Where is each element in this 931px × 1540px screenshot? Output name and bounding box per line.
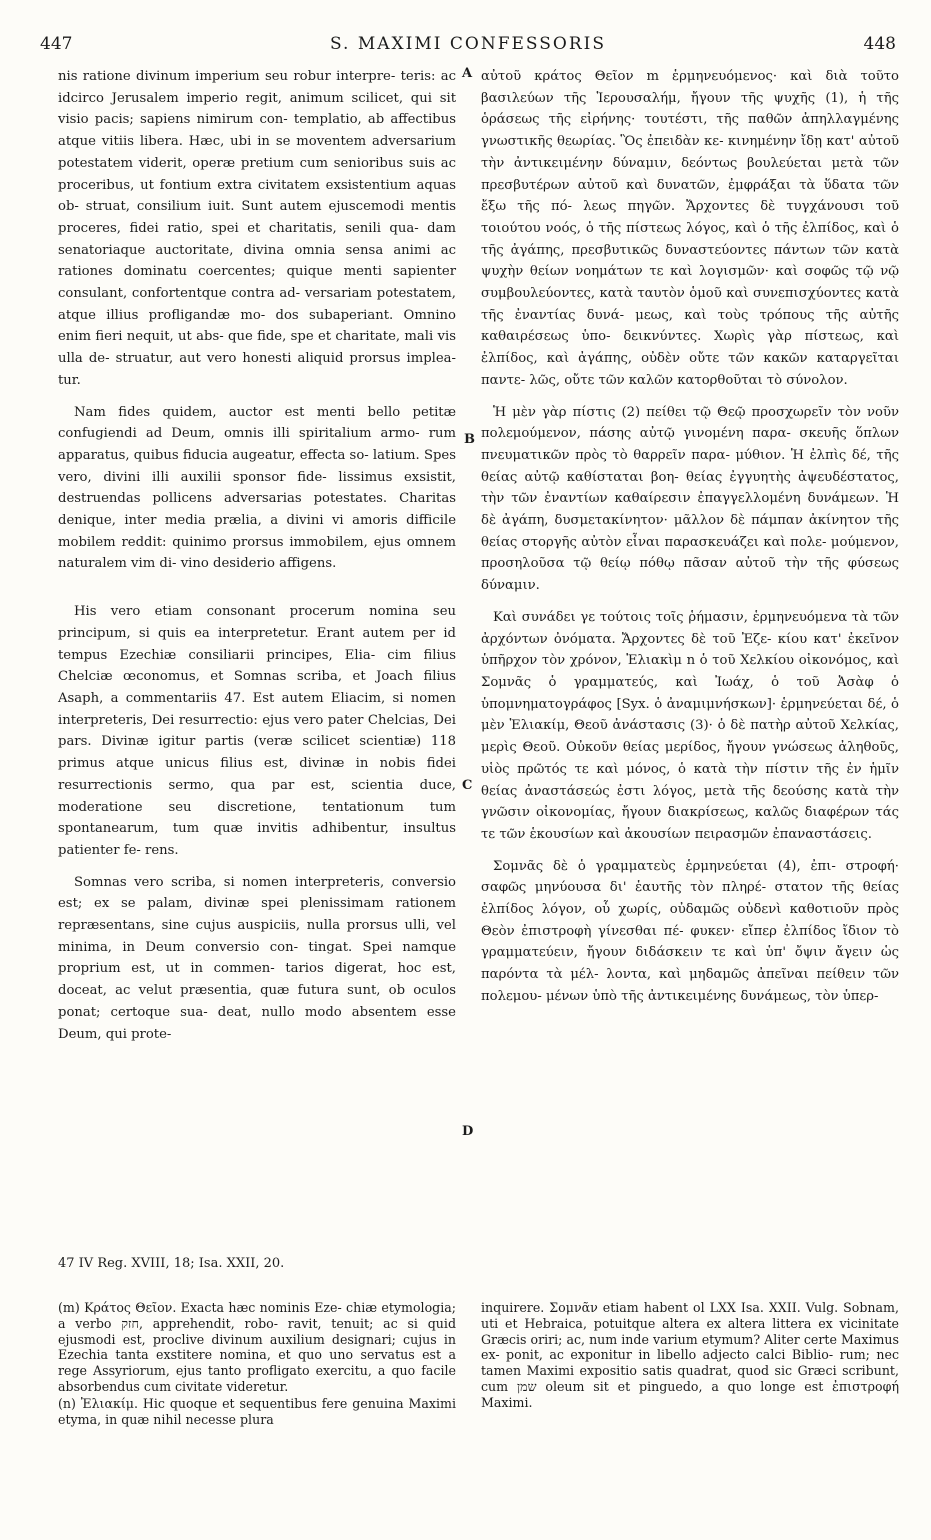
margin-letter-c: C xyxy=(462,778,473,793)
page-number-right: 448 xyxy=(863,34,896,54)
latin-paragraph: His vero etiam consonant procerum nomina seu principum, si quis ea interpretetur. Erant autem per id tempus Ezechiæ consiliarii principes, Elia- cim filius Chelciæ œconomus, et Somnas scriba, et Joach filius Asaph, a commentariis 47. Est autem Eliacim, si nomen interpreteris, Dei resurrectio: ejus vero pater Chelcias, Dei pars. Divinæ igitur partis (veræ scilicet scientiæ) 118 primus atque unicus filius est, divinæ in nobis fidei resurrectionis sermo, qua par est, scientia duce, moderatione seu discretione, tentationum tum spontanearum, tum quæ invitis adhibentur, insultus patienter fe- rens. xyxy=(58,604,456,858)
greek-paragraph: Σομνᾶς δὲ ὁ γραμματεὺς ἑρμηνεύεται (4), ἐπι- στροφή· σαφῶς μηνύουσα δι' ἑαυτῆς τὸν πληρέ- στατον τῆς θείας ἐλπίδος λόγον, οὗ χωρίς, οὐδαμῶς οὐδενὶ καθοτιοῦν πρὸς Θεὸν ἐπιστροφὴ γίνεσθαι πέ- φυκεν· εἴπερ ἐλπίδος ἴδιον τὸ γραμματεύειν, ἤγουν διδάσκειν τε καὶ ὑπ' ὄψιν ἄγειν ὡς παρόντα τὰ μέλ- λοντα, καὶ μηδαμῶς ἀπεῖναι πείθειν τῶν πολεμου- μένων ὑπὸ τῆς ἀντικειμένης δυνάμεως, τὸν ὑπερ- xyxy=(481,858,899,1004)
scripture-reference: 47 IV Reg. XVIII, 18; Isa. XXII, 20. xyxy=(58,1256,285,1271)
running-header xyxy=(40,34,896,58)
margin-letter-b: B xyxy=(464,432,475,447)
latin-paragraph: nis ratione divinum imperium seu robur interpre- teris: ac idcirco Jerusalem imperio regit, animum scilicet, qui sit visio pacis; sapiens nimirum con- templatio, ab affectibus atque vitiis libera. Hæc, ubi in se moventem adversarium potestatem viderit, operæ pretium cum senioribus suis ac proceribus, ut fontium extra civitatem exsistentium aquas ob- struat, consilium iuit. Sunt autem ejuscemodi mentis proceres, fidei ratio, spei et charitatis, senili qua- dam senatoriaque auctoritate, divina omnia sensa animi ac rationes dominatu coercentes; quique menti sapienter consulant, confortentque contra ad- versariam potestatem, atque illius profligandæ mo- dos subaperiant. Omnino enim fieri nequit, ut abs- que fide, spe et charitate, mali vis ulla de- struatur, aut vero honesti aliquid prorsus implea- tur. xyxy=(58,69,456,388)
footnotes-right xyxy=(481,1300,899,1412)
greek-paragraph: Ἡ μὲν γὰρ πίστις (2) πείθει τῷ Θεῷ προσχωρεῖν τὸν νοῦν πολεμούμενον, πάσης αὐτῷ γινομένη παρα- σκευῆς ὅπλων πνευματικῶν πρὸς τὸ θαρρεῖν παρα- μύθιον. Ἡ ἐλπὶς δέ, τῆς θείας αὐτῷ καθίσταται βοη- θείας ἐγγυητὴς ἀψευδέστατος, τὴν τῶν ἐναντίων καθαίρεσιν ἐπαγγελλομένη δυνάμεων. Ἡ δὲ ἀγάπη, δυσμετακίνητον· μᾶλλον δὲ πάμπαν ἀκίνητον τῆς θείας στοργῆς αὐτὸν εἶναι παρασκευάζει καὶ πολε- μούμενον, προσηλοῦσα τῷ θείῳ πόθῳ πᾶσαν αὐτοῦ τὴν τῆς φύσεως δύναμιν. xyxy=(481,404,899,594)
footnotes-left xyxy=(58,1300,456,1428)
footnote: inquirere. Σομνᾶν etiam habent ol LXX Isa. XXII. Vulg. Sobnam, uti et Hebraica, potuitque altera ex altera littera ex vicinitate Græcis oriri; ac, num inde varium etymum? Aliter certe Maximus ex- ponit, ac exponitur in libello adjecto calci Biblio- rum; nec tamen Maximi expositio satis quadrat, quod sic Græci scribunt, cum שמן oleum sit et pinguedo, a quo longe est ἐπιστροφή Maximi. xyxy=(481,1300,899,1410)
margin-letter-a: A xyxy=(462,66,473,81)
running-title: S. MAXIMI CONFESSORIS xyxy=(330,34,606,54)
footnote: (n) Ἐλιακίμ. Hic quoque et sequentibus fere genuina Maximi etyma, in quæ nihil necesse plura xyxy=(58,1395,456,1427)
footnote: (m) Κράτος Θεῖον. Exacta hæc nominis Eze- chiæ etymologia; a verbo חזק, apprehendit, robo- ravit, tenuit; ac si quid ejusmodi est, proclive divinum auxilium designari; cujus in Ezechia tanta exstitere nomina, et quo uno servatus est a rege Assyriorum, ejus tanto profligato exercitu, a quo facile absorbendus cum civitate videretur. xyxy=(58,1300,457,1394)
latin-paragraph: Nam fides quidem, auctor est menti bello petitæ confugiendi ad Deum, omnis illi spiritalium armo- rum apparatus, quibus fiducia augeatur, effecta so- latium. Spes vero, divini illi auxilii sponsor fide- lissimus exsistit, destruendas pollicens adversarias potestates. Charitas denique, inter media prælia, a divini vi amoris difficile mobilem reddit: quinimo prorsus immobilem, ejus omnem naturalem vim di- vino desiderio affigens. xyxy=(58,404,456,572)
page-number-left: 447 xyxy=(40,34,73,54)
latin-paragraph: Somnas vero scriba, si nomen interpreteris, conversio est; ex se palam, divinæ spei plenissimam rationem repræsentans, sine cujus auspiciis, nulla prorsus ulli, vel minima, in Deum conversio con- tingat. Spei namque proprium est, ut in commen- tarios digerat, hoc est, doceat, ac velut præsentia, quæ futura sunt, ob oculos ponat; certoque sua- deat, nullo modo absentem esse Deum, qui prote- xyxy=(58,874,456,1042)
greek-paragraph: Καὶ συνάδει γε τούτοις τοῖς ῥήμασιν, ἑρμηνευόμενα τὰ τῶν ἀρχόντων ὀνόματα. Ἄρχοντες δὲ τοῦ Ἐζε- κίου κατ' ἐκεῖνον ὑπῆρχον τὸν χρόνον, Ἐλιακὶμ n ὁ τοῦ Χελκίου οἰκονόμος, καὶ Σομνᾶς ὁ γραμματεύς, καὶ Ἰωάχ, ὁ τοῦ Ἀσὰφ ὁ ὑπομνηματογράφος [Syx. ὁ ἀναμιμνήσκων]· ἑρμηνεύεται δέ, ὁ μὲν Ἐλιακίμ, Θεοῦ ἀνάστασις (3)· ὁ δὲ πατὴρ αὐτοῦ Χελκίας, μερὶς Θεοῦ. Οὐκοῦν θείας μερίδος, ἤγουν γνώσεως ἀληθοῦς, υἱὸς πρῶτός τε καὶ μόνος, ὁ κατὰ τὴν πίστιν τῆς ἐν ἡμῖν θείας ἀναστάσεώς ἐστι λόγος, μετὰ τῆς δεούσης κατὰ τὴν γνῶσιν οἰκονομίας, ἤγουν διακρίσεως, καλῶς διαφέρων τάς τε τῶν ἑκουσίων καὶ ἀκουσίων πειρασμῶν ἐπαναστάσεις. xyxy=(481,609,899,842)
latin-column xyxy=(58,66,456,1045)
margin-letter-d: D xyxy=(462,1124,474,1139)
greek-column xyxy=(481,66,899,1008)
greek-paragraph: αὐτοῦ κράτος Θεῖον m ἑρμηνευόμενος· καὶ διὰ τοῦτο βασιλεύων τῆς Ἱερουσαλήμ, ἤγουν τῆς ψυχῆς (1), ἡ τῆς ὁράσεως τῆς εἰρήνης· τουτέστι, τῆς παθῶν ἀπηλλαγμένης γνωστικῆς θεωρίας. Ὃς ἐπειδὰν κε- κινημένην ἴδῃ κατ' αὐτοῦ τὴν ἀντικειμένην δύναμιν, δεόντως βουλεύεται μετὰ τῶν πρεσβυτέρων αὐτοῦ καὶ δυνατῶν, ἐμφράξαι τὰ ὕδατα τῶν ἔξω τῆς πό- λεως πηγῶν. Ἄρχοντες δὲ τυγχάνουσι τοῦ τοιούτου νοός, ὁ τῆς πίστεως λόγος, καὶ ὁ τῆς ἐλπίδος, καὶ ὁ τῆς ἀγάπης, πρεσβυτικῶς δυναστεύοντες πάντων τῶν κατὰ ψυχὴν θείων νοημάτων τε καὶ λογισμῶν· καὶ σοφῶς τῷ νῷ συμβουλεύοντες, κατὰ ταυτὸν ὁμοῦ καὶ συνεπισχύοντες κατὰ τῆς ἐναντίας δυνά- μεως, καὶ τοὺς τρόπους τῆς αὐτῆς καθαιρέσεως ὑπο- δεικνύντες. Χωρὶς γὰρ πίστεως, καὶ ἐλπίδος, καὶ ἀγάπης, οὐδὲν οὔτε τῶν κακῶν καταργεῖται παντε- λῶς, οὔτε τῶν καλῶν κατορθοῦται τὸ σύνολον. xyxy=(481,69,899,388)
